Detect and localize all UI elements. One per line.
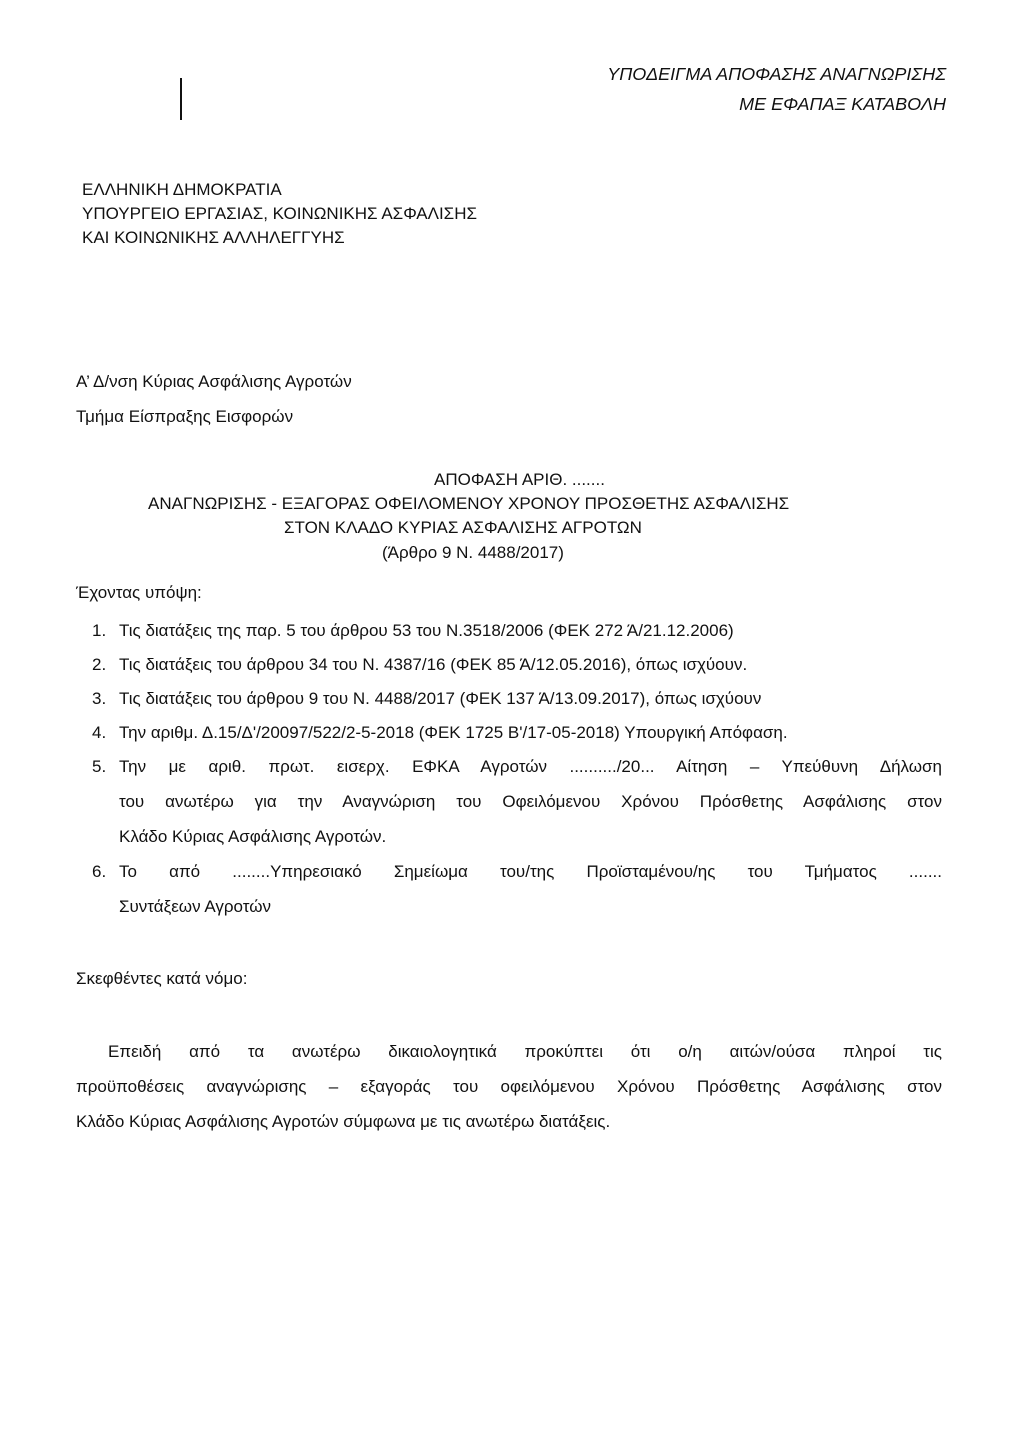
- model-title-line2: ΜΕ ΕΦΑΠΑΞ ΚΑΤΑΒΟΛΗ: [739, 94, 946, 114]
- legal-paragraph-line1: Επειδή από τα ανωτέρω δικαιολογητικά προκύπτει ότι ο/η αιτών/ούσα πληροί τις: [108, 1042, 942, 1061]
- legal-paragraph-line2: προϋποθέσεις αναγνώρισης – εξαγοράς του οφειλόμενου Χρόνου Πρόσθετης Ασφάλισης στον: [76, 1077, 942, 1096]
- authority-line1: ΕΛΛΗΝΙΚΗ ΔΗΜΟΚΡΑΤΙΑ: [82, 180, 282, 199]
- list-item-number: 2.: [92, 655, 107, 674]
- list-item-number: 6.: [92, 862, 107, 881]
- authority-line3: ΚΑΙ ΚΟΙΝΩΝΙΚΗΣ ΑΛΛΗΛΕΓΓΥΗΣ: [82, 228, 345, 247]
- list-item-text-continued: Κλάδο Κύριας Ασφάλισης Αγροτών.: [119, 827, 387, 846]
- department-line1: Α’ Δ/νση Κύριας Ασφάλισης Αγροτών: [76, 372, 352, 391]
- decision-number: ΑΠΟΦΑΣΗ ΑΡΙΘ. .......: [434, 470, 605, 489]
- list-item-text-continued: Συντάξεων Αγροτών: [119, 897, 272, 916]
- decision-title-line2: ΣΤΟΝ ΚΛΑΔΟ ΚΥΡΙΑΣ ΑΣΦΑΛΙΣΗΣ ΑΓΡΟΤΩΝ: [284, 518, 642, 537]
- list-item-text: Τις διατάξεις του άρθρου 34 του Ν. 4387/16 (ΦΕΚ 85 Ά/12.05.2016), όπως ισχύουν.: [119, 655, 748, 674]
- margin-vertical-rule: [180, 78, 182, 120]
- authority-line2: ΥΠΟΥΡΓΕΙΟ ΕΡΓΑΣΙΑΣ, ΚΟΙΝΩΝΙΚΗΣ ΑΣΦΑΛΙΣΗΣ: [82, 204, 477, 223]
- model-title-line1: ΥΠΟΔΕΙΓΜΑ ΑΠΟΦΑΣΗΣ ΑΝΑΓΝΩΡΙΣΗΣ: [607, 64, 946, 84]
- list-item-text: Την με αριθ. πρωτ. εισερχ. ΕΦΚΑ Αγροτών ........../20... Αίτηση – Υπεύθυνη Δήλωση: [119, 757, 942, 776]
- decision-article-reference: (Άρθρο 9 Ν. 4488/2017): [382, 543, 564, 562]
- legal-paragraph-line3: Κλάδο Κύριας Ασφάλισης Αγροτών σύμφωνα με τις ανωτέρω διατάξεις.: [76, 1112, 611, 1131]
- list-item-text: Τις διατάξεις του άρθρου 9 του Ν. 4488/2017 (ΦΕΚ 137 Ά/13.09.2017), όπως ισχύουν: [119, 689, 762, 708]
- considering-heading: Έχοντας υπόψη:: [76, 583, 202, 602]
- list-item-number: 1.: [92, 621, 107, 640]
- list-item-number: 5.: [92, 757, 107, 776]
- decision-title-line1: ΑΝΑΓΝΩΡΙΣΗΣ - ΕΞΑΓΟΡΑΣ ΟΦΕΙΛΟΜΕΝΟΥ ΧΡΟΝΟΥ ΠΡΟΣΘΕΤΗΣ ΑΣΦΑΛΙΣΗΣ: [148, 494, 790, 513]
- department-line2: Τμήμα Είσπραξης Εισφορών: [76, 407, 294, 426]
- list-item-text-continued: του ανωτέρω για την Αναγνώριση του Οφειλόμενου Χρόνου Πρόσθετης Ασφάλισης στον: [119, 792, 942, 811]
- list-item-text: Το από ........Υπηρεσιακό Σημείωμα του/της Προϊσταμένου/ης του Τμήματος .......: [119, 862, 942, 881]
- list-item-number: 4.: [92, 723, 107, 742]
- list-item-text: Την αριθμ. Δ.15/Δ'/20097/522/2-5-2018 (ΦΕΚ 1725 Β'/17-05-2018) Υπουργική Απόφαση.: [119, 723, 788, 742]
- list-item-text: Τις διατάξεις της παρ. 5 του άρθρου 53 του Ν.3518/2006 (ΦΕΚ 272 Ά/21.12.2006): [119, 621, 734, 640]
- legal-heading: Σκεφθέντες κατά νόμο:: [76, 969, 248, 988]
- list-item-number: 3.: [92, 689, 107, 708]
